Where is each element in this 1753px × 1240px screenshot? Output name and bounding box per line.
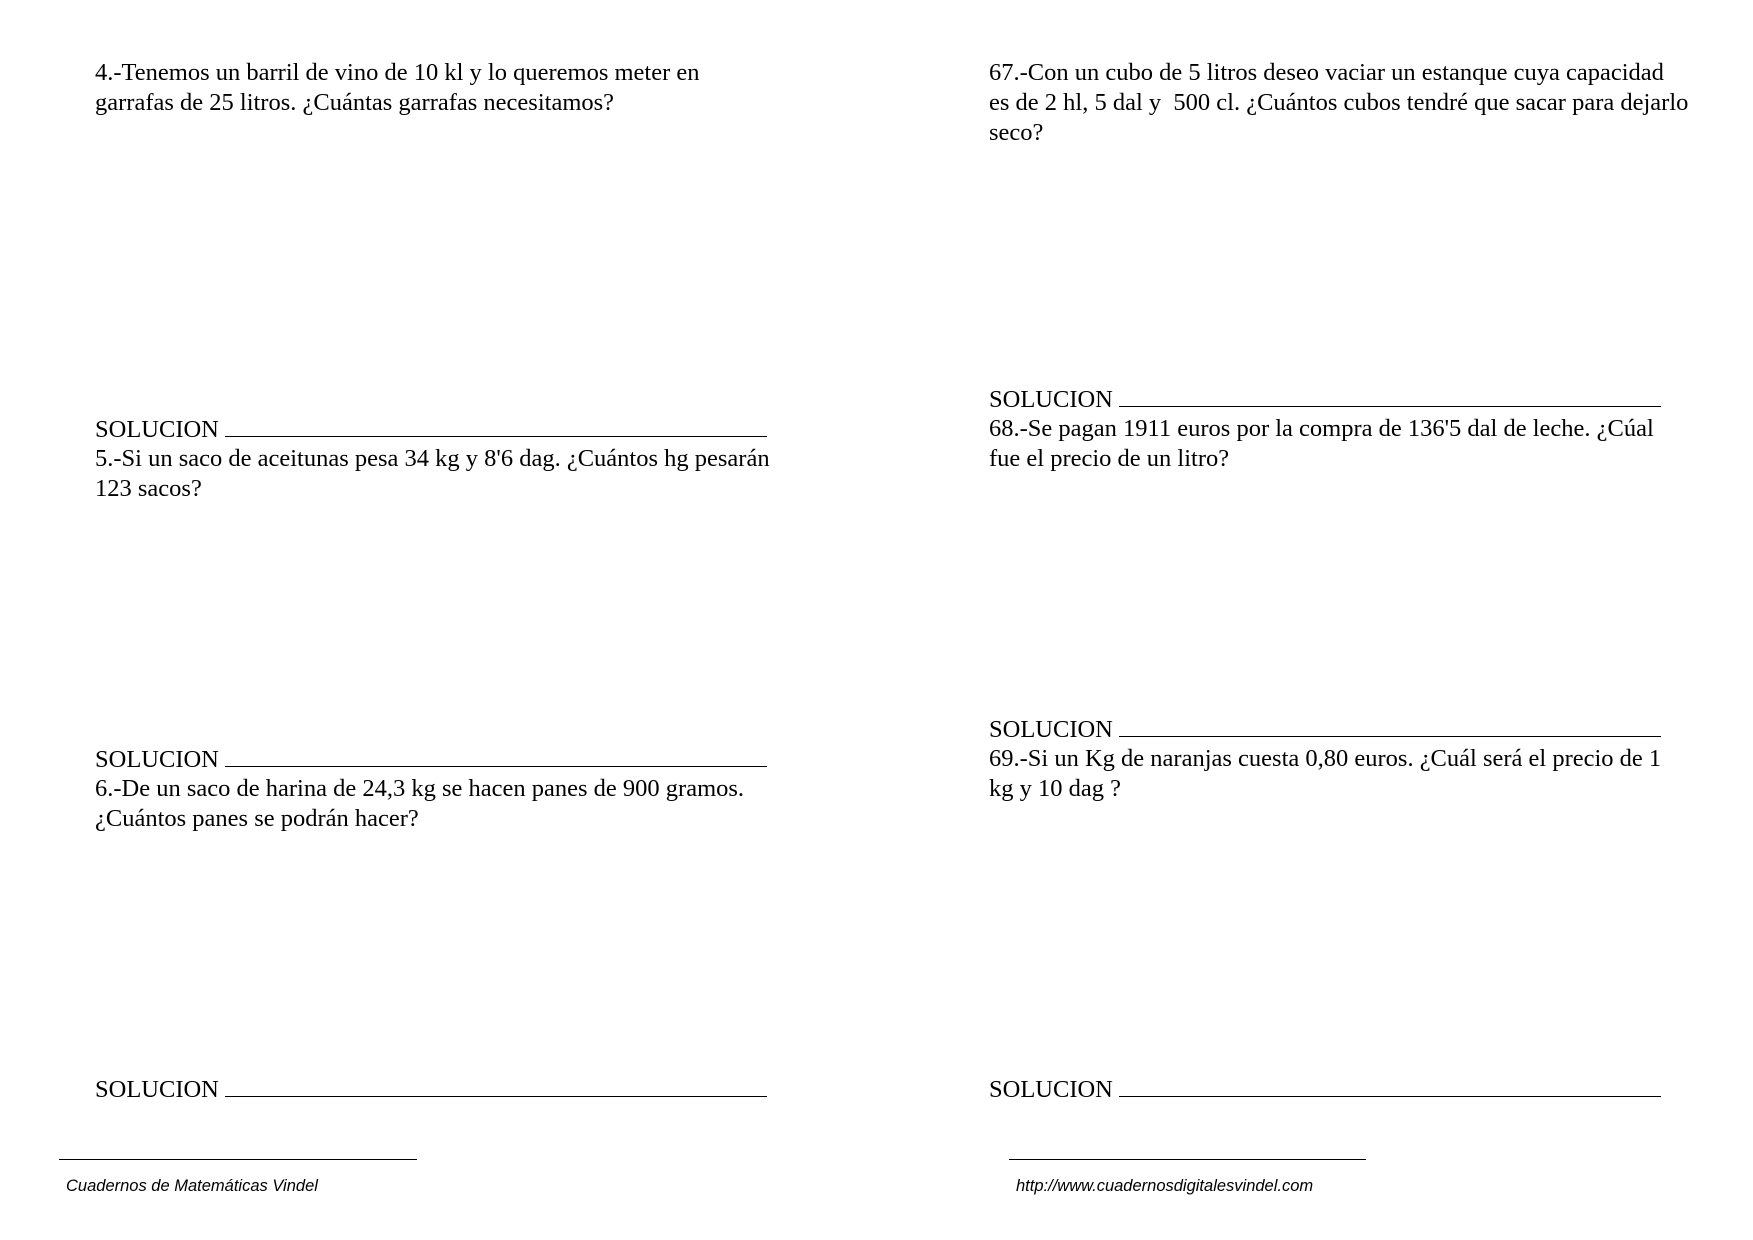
problem-6 — [95, 774, 795, 834]
solution-line — [989, 714, 1661, 745]
solution-answer-blank[interactable] — [225, 414, 767, 437]
problem-text: 68.-Se pagan 1911 euros por la compra de 136'5 dal de leche. ¿Cúal fue el precio de un litro? — [989, 415, 1660, 472]
solution-answer-blank[interactable] — [1119, 384, 1661, 407]
solution-line — [95, 1074, 767, 1105]
footer-left-text: Cuadernos de Matemáticas Vindel — [66, 1177, 318, 1195]
solution-label: SOLUCION — [989, 1076, 1113, 1103]
solution-line — [95, 414, 767, 445]
footer-right-link[interactable]: http://www.cuadernosdigitalesvindel.com — [1016, 1177, 1314, 1195]
problem-text: 69.-Si un Kg de naranjas cuesta 0,80 euros. ¿Cuál será el precio de 1 kg y 10 dag ? — [989, 745, 1668, 802]
footer-rule-right — [1009, 1159, 1366, 1160]
solution-line — [95, 744, 767, 775]
problem-69 — [989, 744, 1689, 804]
solution-answer-blank[interactable] — [225, 1074, 767, 1097]
problem-4 — [95, 58, 795, 118]
solution-line — [989, 1074, 1661, 1105]
footer-rule-left — [59, 1159, 417, 1160]
solution-label: SOLUCION — [95, 1076, 219, 1103]
problem-5 — [95, 444, 795, 504]
solution-answer-blank[interactable] — [1119, 714, 1661, 737]
solution-label: SOLUCION — [95, 746, 219, 773]
problem-68 — [989, 414, 1689, 474]
problem-text: 67.-Con un cubo de 5 litros deseo vaciar un estanque cuya capacidad es de 2 hl, 5 dal y 500 cl. ¿Cuántos cubos tendré que sacar para dejarlo seco? — [989, 59, 1695, 146]
problem-text: 4.-Tenemos un barril de vino de 10 kl y lo queremos meter en garrafas de 25 litros. ¿Cuántas garrafas necesitamos? — [95, 59, 706, 116]
problem-67 — [989, 58, 1695, 148]
problem-text: 5.-Si un saco de aceitunas pesa 34 kg y 8'6 dag. ¿Cuántos hg pesarán 123 sacos? — [95, 445, 776, 502]
solution-answer-blank[interactable] — [1119, 1074, 1661, 1097]
solution-label: SOLUCION — [95, 416, 219, 443]
solution-answer-blank[interactable] — [225, 744, 767, 767]
problem-text: 6.-De un saco de harina de 24,3 kg se hacen panes de 900 gramos. ¿Cuántos panes se podrán hacer? — [95, 775, 751, 832]
solution-label: SOLUCION — [989, 716, 1113, 743]
solution-label: SOLUCION — [989, 386, 1113, 413]
solution-line — [989, 384, 1661, 415]
